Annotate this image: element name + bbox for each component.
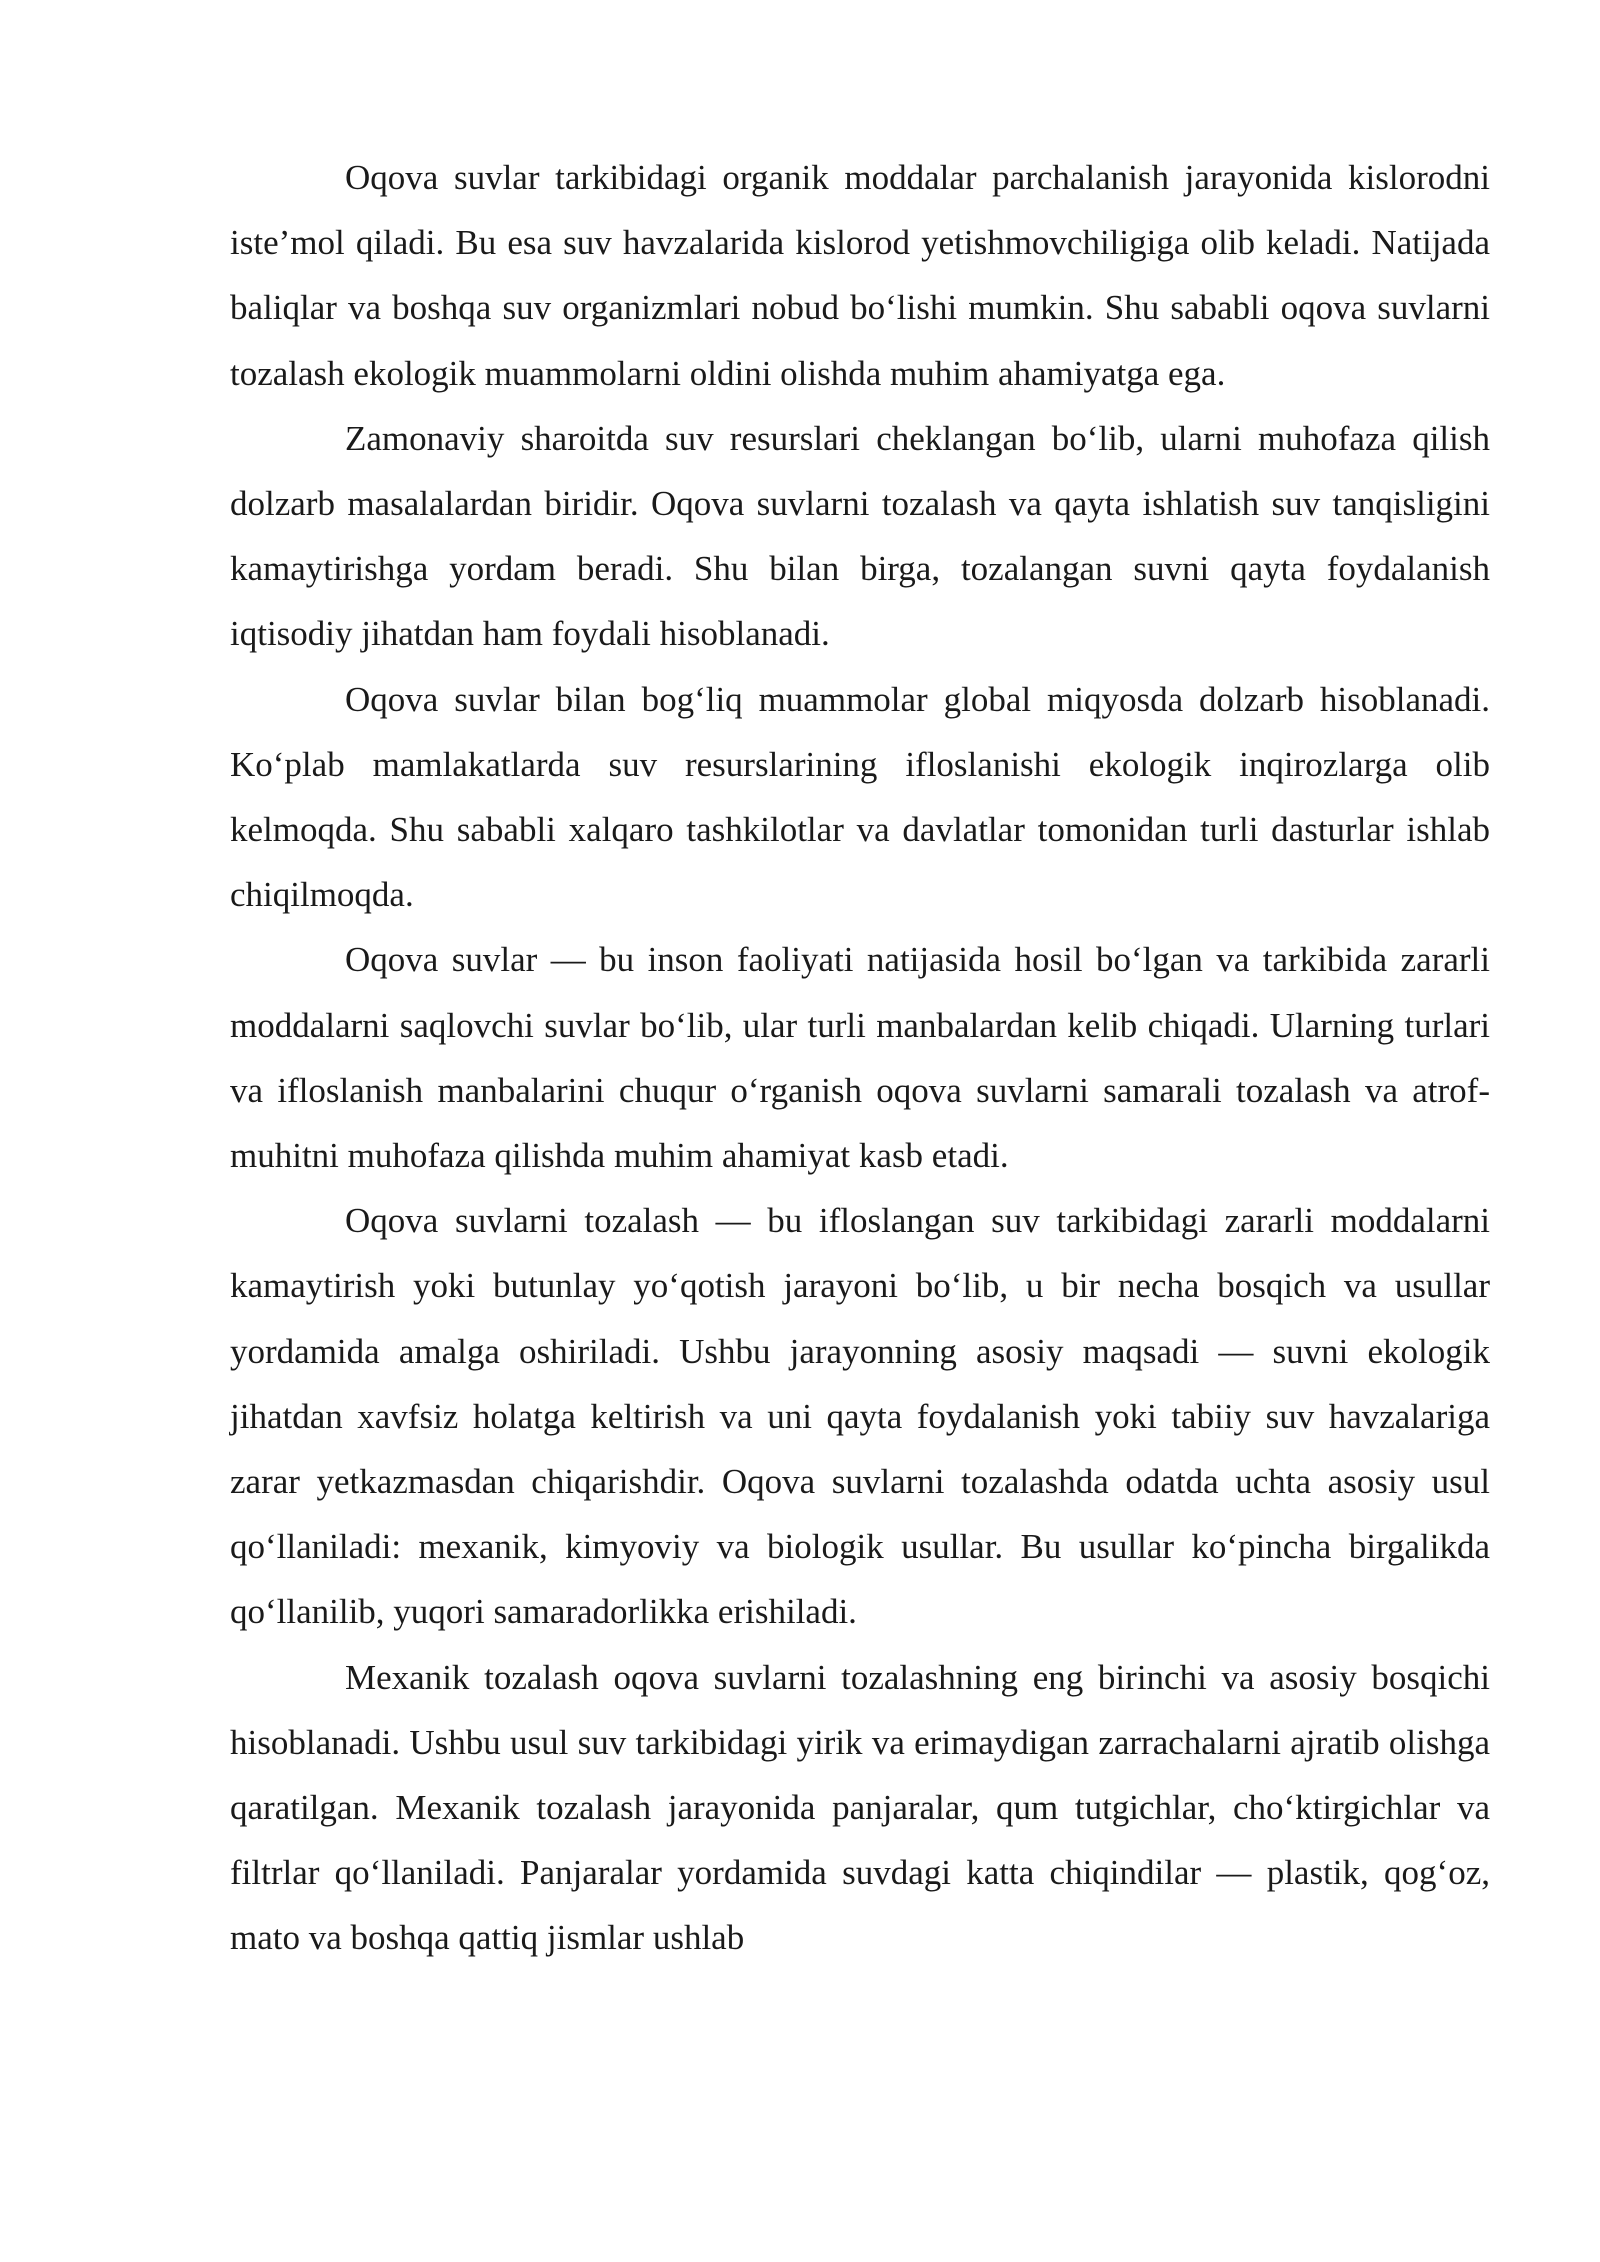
paragraph-2: Zamonaviy sharoitda suv resurslari cheklangan bo‘lib, ularni muhofaza qilish dolzarb masalalardan biridir. Oqova suvlarni tozalash va qayta ishlatish suv tanqisligini kamaytirishga yordam beradi. Shu bilan birga, tozalangan suvni qayta foydalanish iqtisodiy jihatdan ham foydali hisoblanadi. xyxy=(230,418,1490,654)
paragraph-4: Oqova suvlar — bu inson faoliyati natijasida hosil bo‘lgan va tarkibida zararli moddalarni saqlovchi suvlar bo‘lib, ular turli manbalardan kelib chiqadi. Ularning turlari va ifloslanish manbalarini chuqur o‘rganish oqova suvlarni samarali tozalash va atrof-muhitni muhofaza qilishda muhim ahamiyat kasb etadi. xyxy=(230,940,1490,1176)
document-body xyxy=(230,145,1490,1971)
paragraph-3: Oqova suvlar bilan bog‘liq muammolar global miqyosda dolzarb hisoblanadi. Ko‘plab mamlakatlarda suv resurslarining ifloslanishi ekologik inqirozlarga olib kelmoqda. Shu sababli xalqaro tashkilotlar va davlatlar tomonidan turli dasturlar ishlab chiqilmoqda. xyxy=(230,679,1490,915)
paragraph-1: Oqova suvlar tarkibidagi organik moddalar parchalanish jarayonida kislorodni iste’mol qiladi. Bu esa suv havzalarida kislorod yetishmovchiligiga olib keladi. Natijada baliqlar va boshqa suv organizmlari nobud bo‘lishi mumkin. Shu sababli oqova suvlarni tozalash ekologik muammolarni oldini olishda muhim ahamiyatga ega. xyxy=(230,158,1490,393)
paragraph-5: Oqova suvlarni tozalash — bu ifloslangan suv tarkibidagi zararli moddalarni kamaytirish yoki butunlay yo‘qotish jarayoni bo‘lib, u bir necha bosqich va usullar yordamida amalga oshiriladi. Ushbu jarayonning asosiy maqsadi — suvni ekologik jihatdan xavfsiz holatga keltirish va uni qayta foydalanish yoki tabiiy suv havzalariga zarar yetkazmasdan chiqarishdir. Oqova suvlarni tozalashda odatda uchta asosiy usul qo‘llaniladi: mexanik, kimyoviy va biologik usullar. Bu usullar ko‘pincha birgalikda qo‘llanilib, yuqori samaradorlikka erishiladi. xyxy=(230,1201,1490,1632)
paragraph-6: Mexanik tozalash oqova suvlarni tozalashning eng birinchi va asosiy bosqichi hisoblanadi. Ushbu usul suv tarkibidagi yirik va erimaydigan zarrachalarni ajratib olishga qaratilgan. Mexanik tozalash jarayonida panjaralar, qum tutgichlar, cho‘ktirgichlar va filtrlar qo‘llaniladi. Panjaralar yordamida suvdagi katta chiqindilar — plastik, qog‘oz, mato va boshqa qattiq jismlar ushlab xyxy=(230,1657,1490,1958)
